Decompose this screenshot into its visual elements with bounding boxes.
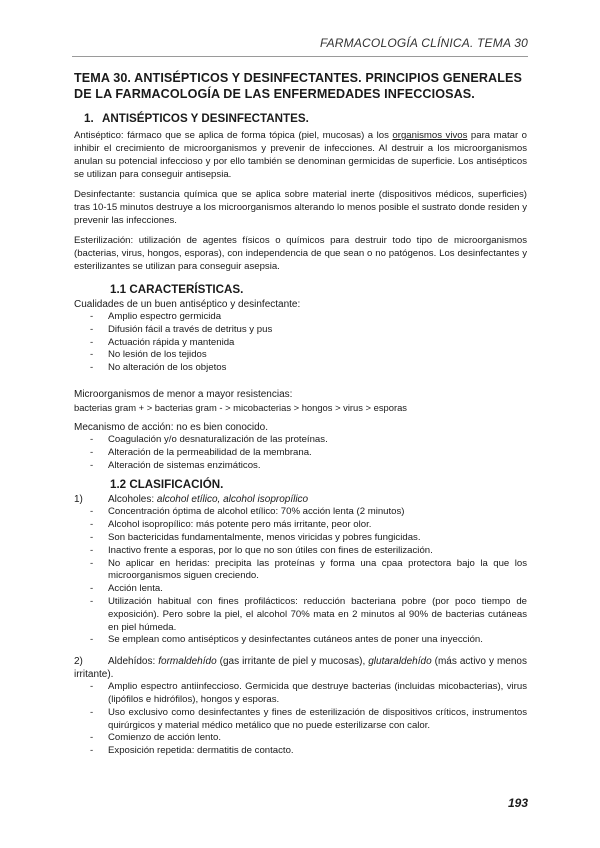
- resistance-order: bacterias gram + > bacterias gram - > micobacterias > hongos > virus > esporas: [74, 401, 407, 413]
- list-item: - Utilización habitual con fines profilácticos: reducción bacteriana pobre (por poco tiempo de exposición). Pero sobre la piel, el alcohol 70% mata en 2 minutos al 90% de bacterias cutáneas en piel húmeda.: [74, 596, 527, 634]
- list-item: - Alteración de sistemas enzimáticos.: [74, 460, 527, 473]
- list-item: - Difusión fácil a través de detritus y pus: [74, 324, 527, 337]
- section-heading-1: [84, 112, 527, 125]
- mechanism-intro: Mecanismo de acción: no es bien conocido.: [74, 421, 269, 433]
- enum-text: (gas irritante de piel y mucosas),: [216, 656, 369, 668]
- antiseptico-definition: [74, 129, 527, 181]
- list-item: - Concentración óptima de alcohol etílico: 70% acción lenta (2 minutos): [74, 506, 527, 519]
- page-number: 193: [507, 796, 528, 810]
- list-item: - Coagulación y/o desnaturalización de las proteínas.: [74, 434, 527, 447]
- section-heading-1-1: 1.1 CARACTERÍSTICAS.: [110, 283, 244, 296]
- list-item: - No alteración de los objetos: [74, 362, 527, 375]
- section-heading-1-2: 1.2 CLASIFICACIÓN.: [110, 478, 224, 492]
- qualities-intro: Cualidades de un buen antiséptico y desinfectante:: [74, 299, 301, 310]
- alcoholes-heading: [74, 493, 527, 506]
- mechanism-list: [74, 434, 527, 472]
- section-title: ANTISÉPTICOS Y DESINFECTANTES.: [102, 112, 309, 125]
- page-content: [74, 70, 527, 764]
- enum-label: Aldehídos:: [108, 656, 159, 668]
- running-header: FARMACOLOGÍA CLÍNICA. TEMA 30: [319, 36, 528, 50]
- list-item: - Alcohol isopropílico: más potente pero más irritante, peor olor.: [74, 519, 527, 532]
- aldehidos-heading: [74, 655, 527, 681]
- list-item: - Actuación rápida y mantenida: [74, 337, 527, 350]
- aldehidos-list: [74, 681, 527, 758]
- list-item: - No aplicar en heridas: precipita las proteínas y forma una cpaa protectora bajo la que los microorganismos siguen creciendo.: [74, 558, 527, 584]
- enum-italic: glutaraldehído: [368, 656, 432, 668]
- resistance-intro: Microorganismos de menor a mayor resistencias:: [74, 388, 293, 400]
- esterilizacion-definition: Esterilización: utilización de agentes físicos o químicos para destruir todo tipo de microorganismos (bacterias, virus, hongos, esporas), con independencia de que sean o no patógenos. Los desinfectantes y esterilizantes se utilizan para conseguir asepsia.: [74, 235, 527, 272]
- section-number: 1.: [84, 112, 94, 125]
- list-item: - Acción lenta.: [74, 583, 527, 596]
- list-item: - Amplio espectro antiinfeccioso. Germicida que destruye bacterias (incluidas micobacterias), virus (lipófilos e hidrófilos), hongos y esporas.: [74, 681, 527, 707]
- qualities-list: [74, 311, 527, 375]
- list-item: - Son bactericidas fundamentalmente, menos viricidas y pobres fungicidas.: [74, 532, 527, 545]
- header-rule: [72, 56, 528, 57]
- alcoholes-list: [74, 506, 527, 647]
- enum-text: (más activo y menos irritante).: [74, 656, 527, 681]
- enum-number: 2): [74, 656, 83, 668]
- list-item: - Exposición repetida: dermatitis de contacto.: [74, 745, 527, 758]
- list-item: - Inactivo frente a esporas, por lo que no son útiles con fines de esterilización.: [74, 545, 527, 558]
- antiseptico-text-b: para matar o inhibir el crecimiento de microorganismos y prevenir de infecciones. Al destruir a los microorganismos anulan su potencial infeccioso y por ello también se denominan germicidas de superficie. Los antisépticos se utilizan para conseguir antisepsia.: [74, 130, 527, 180]
- list-item: - Comienzo de acción lento.: [74, 732, 527, 745]
- list-item: - No lesión de los tejidos: [74, 349, 527, 362]
- desinfectante-definition: Desinfectante: sustancia química que se aplica sobre material inerte (dispositivos médicos, superficies) tras 10-15 minutos destruye a los microorganismos alterando lo menos posible el sustrato donde residen y prevenir las infecciones.: [74, 189, 527, 226]
- chapter-title: TEMA 30. ANTISÉPTICOS Y DESINFECTANTES. PRINCIPIOS GENERALES DE LA FARMACOLOGÍA DE LAS ENFERMEDADES INFECCIOSAS.: [74, 71, 523, 101]
- list-item: - Uso exclusivo como desinfectantes y fines de esterilización de dispositivos críticos, instrumentos quirúrgicos y material médico metálico que no puede esterilizarse con calor.: [74, 707, 527, 733]
- list-item: - Se emplean como antisépticos y desinfectantes cutáneos antes de poner una inyección.: [74, 634, 527, 647]
- enum-number: 1): [74, 494, 83, 506]
- enum-italic: alcohol etílico, alcohol isopropílico: [156, 494, 309, 506]
- list-item: - Alteración de la permeabilidad de la membrana.: [74, 447, 527, 460]
- antiseptico-text-a: Antiséptico: fármaco que se aplica de forma tópica (piel, mucosas) a los: [74, 130, 393, 141]
- list-item: - Amplio espectro germicida: [74, 311, 527, 324]
- enum-italic: formaldehído: [158, 656, 217, 668]
- enum-label: Alcoholes:: [108, 494, 157, 506]
- antiseptico-underlined: organismos vivos: [392, 130, 468, 141]
